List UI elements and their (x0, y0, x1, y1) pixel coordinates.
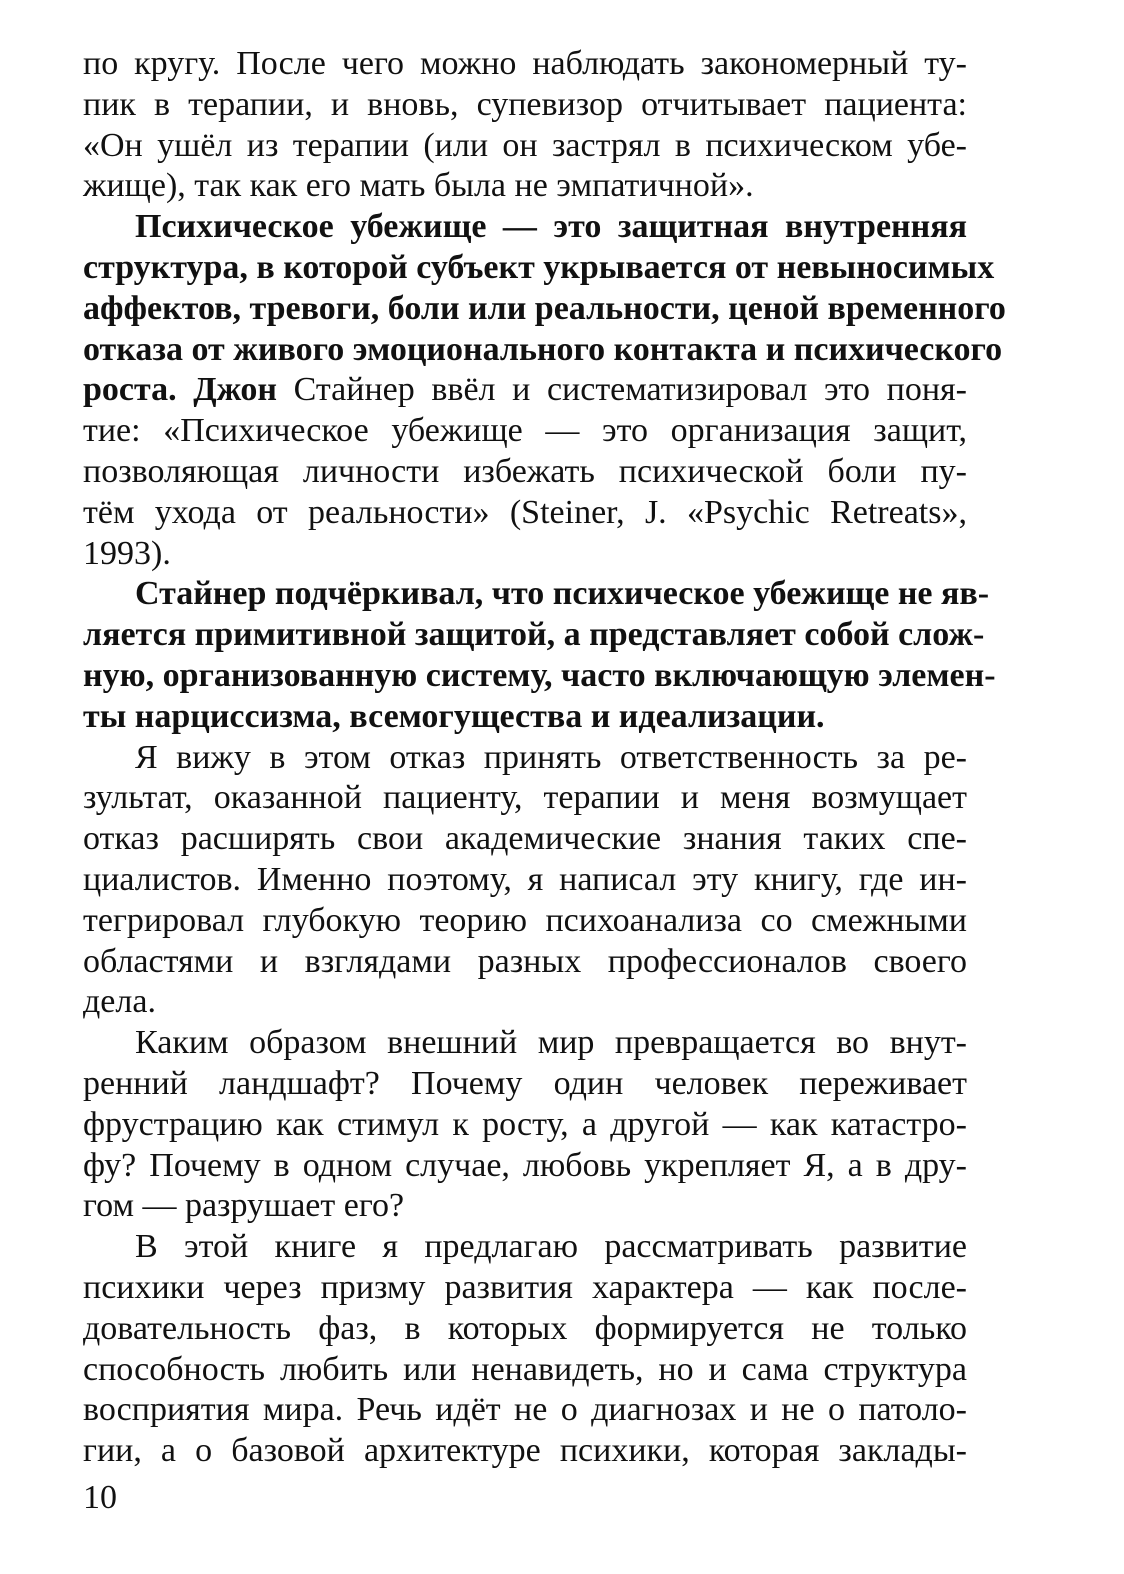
text-line-mixed (83, 370, 967, 411)
text-line: Стайнер подчёркивал, что психическое убежище не яв- (135, 575, 990, 613)
text-line: аффектов, тревоги, боли или реальности, ценой временного (83, 289, 1006, 327)
text-line: гом — разрушает его? (83, 1187, 405, 1225)
text-line: Каким образом внешний мир превращается во внут- (135, 1024, 967, 1062)
paragraph-5 (83, 1023, 967, 1227)
text-line: гии, а о базовой архитектуре психики, которая заклады- (83, 1432, 967, 1470)
text-line: циалистов. Именно поэтому, я написал эту книгу, где ин- (83, 860, 967, 898)
text-line: жище), так как его мать была не эмпатичной». (83, 167, 754, 205)
text-line: ренний ландшафт? Почему один человек переживает (83, 1064, 967, 1102)
text-line: Психическое убежище — это защитная внутренняя (135, 208, 967, 246)
text-line: психики через призму развития характера — как после- (83, 1268, 967, 1306)
text-line: тие: «Психическое убежище — это организация защит, (83, 412, 967, 450)
text-line: структура, в которой субъект укрывается от невыносимых (83, 248, 995, 286)
text-line: позволяющая личности избежать психической боли пу- (83, 452, 967, 490)
text-line: пик в терапии, и вновь, супевизор отчитывает пациента: (83, 85, 967, 123)
text-line: отказ расширять свои академические знания таких спе- (83, 820, 967, 858)
paragraph-1 (83, 44, 967, 207)
text-line: областями и взглядами разных профессионалов своего (83, 942, 967, 980)
paragraph-6 (83, 1227, 967, 1472)
text-line: 1993). (83, 534, 171, 572)
paragraph-2 (83, 207, 1006, 574)
text-line: способность любить или ненавидеть, но и сама структура (83, 1350, 967, 1388)
text-line: тём ухода от реальности» (Steiner, J. «Psychic Retreats», (83, 493, 967, 531)
text-line: фу? Почему в одном случае, любовь укрепляет Я, а в дру- (83, 1146, 967, 1184)
regular-fragment: Стайнер ввёл и систематизировал это поня- (277, 371, 967, 409)
text-line: фрустрацию как стимул к росту, а другой — как катастро- (83, 1105, 967, 1143)
text-line: восприятия мира. Речь идёт не о диагнозах и не о патоло- (83, 1391, 967, 1429)
text-line: Я вижу в этом отказ принять ответственность за ре- (135, 738, 967, 776)
text-line: ную, организованную систему, часто включающую элемен- (83, 656, 996, 694)
text-line: зультат, оказанной пациенту, терапии и меня возмущает (83, 779, 967, 817)
text-line: тегрировал глубокую теорию психоанализа со смежными (83, 901, 967, 939)
text-line: довательность фаз, в которых формируется не только (83, 1309, 967, 1347)
text-line: ляется примитивной защитой, а представляет собой слож- (83, 616, 985, 654)
bold-fragment: роста. Джон (83, 371, 278, 409)
text-line: по кругу. После чего можно наблюдать закономерный ту- (83, 45, 967, 82)
text-line: дела. (83, 983, 156, 1021)
text-line: ты нарциссизма, всемогущества и идеализации. (83, 697, 825, 735)
text-line: В этой книге я предлагаю рассматривать развитие (135, 1228, 967, 1266)
page-number: 10 (83, 1479, 117, 1516)
text-line: отказа от живого эмоционального контакта и психического (83, 330, 1003, 368)
paragraph-4 (83, 738, 967, 1024)
text-line: «Он ушёл из терапии (или он застрял в психическом убе- (83, 126, 967, 164)
page-body (83, 44, 1006, 1472)
paragraph-3 (83, 574, 996, 737)
